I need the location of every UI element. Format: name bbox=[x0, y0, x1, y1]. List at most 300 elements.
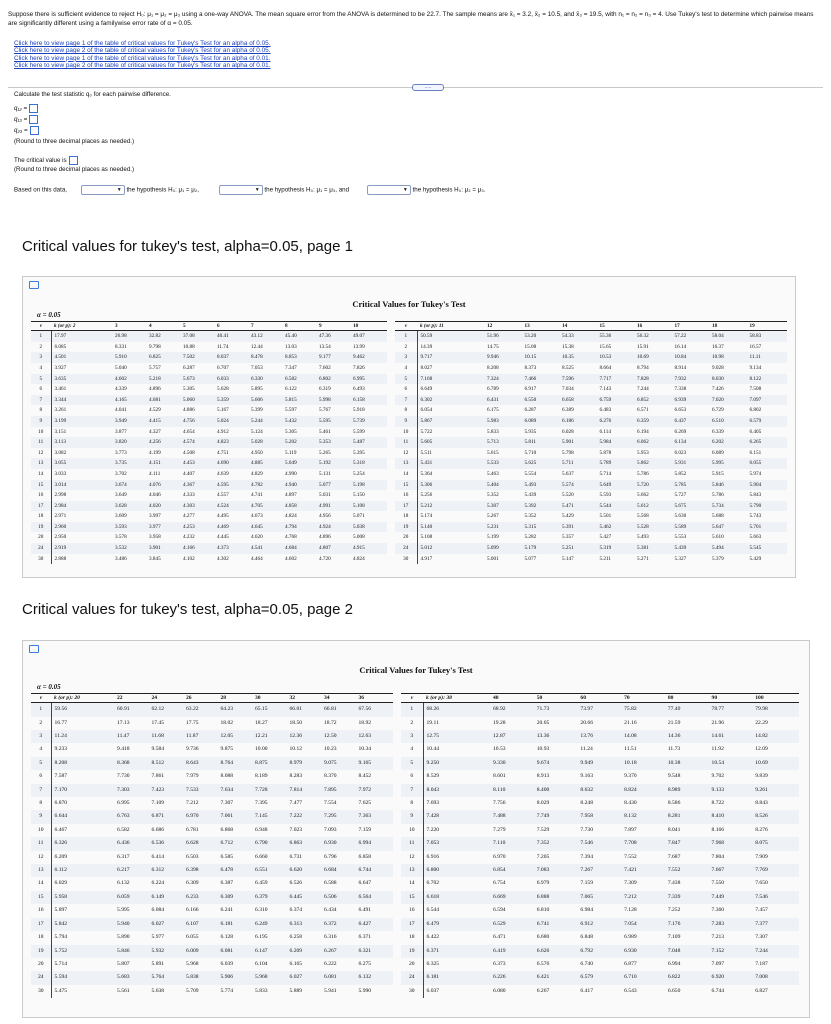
table-header-k: 60 bbox=[580, 694, 624, 703]
critical-value-cell: 4.508 bbox=[183, 449, 195, 456]
critical-value-cell: 6.970 bbox=[186, 810, 221, 823]
critical-value-cell: 7.477 bbox=[289, 800, 303, 807]
df-cell: 2 bbox=[401, 717, 423, 730]
critical-value-cell: 3.773 bbox=[115, 449, 127, 456]
expand-button[interactable]: ..... bbox=[412, 84, 444, 91]
critical-value-cell: 5.395 bbox=[353, 449, 365, 456]
critical-value-cell: 7.909 bbox=[755, 853, 768, 860]
critical-value-cell: 6.149 bbox=[152, 891, 187, 904]
critical-value-cell: 9.674 bbox=[537, 757, 581, 770]
critical-value-cell: 6.917 bbox=[524, 386, 537, 393]
critical-value-cell: 7.693 bbox=[426, 800, 440, 807]
critical-value-cell: 9.946 bbox=[487, 352, 525, 363]
critical-value-cell: 5.475 bbox=[54, 987, 68, 994]
critical-value-cell: 8.373 bbox=[524, 364, 537, 371]
critical-value-cell: 4.654 bbox=[183, 428, 195, 435]
critical-value-cell: 9.839 bbox=[755, 773, 768, 780]
critical-value-cell: 6.930 bbox=[624, 945, 668, 958]
critical-value-cell: 5.983 bbox=[487, 416, 525, 427]
critical-value-cell: 6.062 bbox=[637, 437, 675, 448]
round-note: (Round to three decimal places as needed.) bbox=[14, 138, 135, 145]
table1-right bbox=[395, 321, 787, 564]
critical-value-cell: 6.419 bbox=[493, 945, 537, 958]
critical-value-cell: 6.854 bbox=[493, 864, 537, 877]
df-cell: 1 bbox=[31, 331, 51, 342]
critical-value-cell: 6.089 bbox=[525, 416, 563, 427]
critical-value-cell: 7.109 bbox=[151, 800, 165, 807]
df-cell: 2 bbox=[31, 342, 51, 353]
df-cell: 15 bbox=[395, 480, 417, 491]
critical-value-cell: 5.846 bbox=[117, 945, 152, 958]
critical-value-cell: 15.38 bbox=[562, 343, 574, 350]
critical-value-cell: 6.669 bbox=[493, 891, 537, 904]
critical-value-cell: 5.429 bbox=[562, 513, 574, 520]
critical-value-cell: 6.195 bbox=[255, 934, 268, 941]
critical-value-cell: 4.333 bbox=[183, 492, 195, 499]
df-cell: 20 bbox=[31, 532, 51, 543]
critical-value-cell: 4.768 bbox=[285, 534, 297, 541]
critical-value-cell: 4.469 bbox=[217, 522, 251, 533]
critical-value-cell: 6.536 bbox=[152, 837, 187, 850]
table-row bbox=[31, 331, 387, 342]
critical-value-cell: 3.014 bbox=[51, 480, 115, 491]
critical-value-cell: 50.59 bbox=[417, 331, 487, 342]
critical-value-cell: 7.053 bbox=[251, 364, 263, 371]
critical-value-cell: 5.918 bbox=[353, 407, 365, 414]
critical-value-cell: 4.673 bbox=[251, 513, 263, 520]
critical-value-cell: 5.124 bbox=[251, 428, 263, 435]
critical-value-cell: 6.310 bbox=[255, 907, 268, 914]
critical-value-cell: 14.75 bbox=[487, 343, 499, 350]
critical-value-cell: 5.594 bbox=[51, 971, 117, 984]
critical-value-cell: 7.533 bbox=[186, 784, 221, 797]
critical-value-cell: 7.958 bbox=[580, 810, 624, 823]
table-header-k: 22 bbox=[117, 694, 152, 703]
df-cell: 18 bbox=[31, 931, 51, 944]
critical-value-cell: 4.823 bbox=[217, 437, 251, 448]
critical-value-cell: 8.452 bbox=[358, 773, 372, 780]
critical-value-cell: 6.802 bbox=[749, 407, 762, 414]
critical-value-cell: 7.625 bbox=[358, 800, 372, 807]
critical-value-cell: 4.595 bbox=[217, 480, 251, 491]
critical-value-cell: 4.367 bbox=[183, 480, 217, 491]
critical-value-cell: 7.968 bbox=[712, 837, 756, 850]
critical-value-cell: 6.009 bbox=[186, 945, 221, 958]
critical-value-cell: 7.717 bbox=[600, 374, 638, 385]
critical-value-cell: 5.638 bbox=[151, 987, 165, 994]
critical-value-cell: 4.453 bbox=[183, 458, 217, 469]
q23-input[interactable] bbox=[30, 126, 39, 135]
critical-value-cell: 3.877 bbox=[115, 428, 127, 435]
critical-value-cell: 5.843 bbox=[749, 492, 762, 499]
table-row bbox=[31, 971, 393, 984]
critical-value-cell: 8.043 bbox=[423, 784, 493, 797]
critical-value-cell: 5.842 bbox=[51, 918, 117, 931]
critical-value-cell: 64.23 bbox=[221, 703, 256, 717]
table-header-k: 40 bbox=[493, 694, 537, 703]
critical-value-cell: 5.192 bbox=[319, 458, 353, 469]
critical-value-cell: 10.88 bbox=[183, 343, 195, 350]
critical-value-cell: 7.222 bbox=[290, 810, 325, 823]
critical-value-cell: 7.650 bbox=[755, 880, 768, 887]
df-cell: 7 bbox=[395, 395, 417, 406]
critical-value-cell: 4.557 bbox=[217, 492, 229, 499]
df-cell: 10 bbox=[395, 427, 417, 438]
table-row bbox=[31, 730, 393, 743]
critical-value-cell: 6.417 bbox=[580, 987, 593, 994]
hypothesis2-dropdown[interactable] bbox=[219, 185, 263, 195]
critical-value-cell: 55.36 bbox=[600, 331, 638, 342]
hypothesis3-dropdown[interactable] bbox=[367, 185, 411, 195]
critical-value-cell: 5.198 bbox=[353, 480, 387, 491]
table-row bbox=[395, 405, 787, 416]
df-cell: 24 bbox=[401, 971, 423, 984]
critical-value-cell: 6.650 bbox=[667, 987, 681, 994]
critical-value-cell: 8.029 bbox=[536, 800, 550, 807]
critical-value-cell: 5.910 bbox=[115, 352, 149, 363]
critical-value-cell: 5.714 bbox=[54, 960, 68, 967]
df-cell: 19 bbox=[395, 522, 417, 533]
critical-value-cell: 5.251 bbox=[562, 543, 600, 554]
table-header-k: k (or p): 38 bbox=[423, 694, 493, 703]
df-cell: 9 bbox=[395, 416, 417, 427]
table-row bbox=[401, 945, 799, 958]
table-row bbox=[31, 891, 393, 904]
table-row bbox=[31, 437, 387, 448]
q13-input[interactable] bbox=[29, 115, 38, 124]
critical-value-cell: 5.352 bbox=[487, 492, 499, 499]
critical-value-cell: 5.958 bbox=[51, 891, 117, 904]
critical-value-cell: 6.588 bbox=[324, 880, 337, 887]
critical-value-cell: 12.87 bbox=[493, 730, 537, 743]
critical-value-cell: 5.838 bbox=[186, 971, 221, 984]
critical-value-cell: 6.796 bbox=[324, 853, 337, 860]
table-row bbox=[31, 743, 393, 756]
critical-value-cell: 6.729 bbox=[712, 407, 724, 414]
df-cell: 2 bbox=[31, 717, 51, 730]
critical-value-cell: 3.901 bbox=[149, 543, 183, 554]
link-page1-alpha001[interactable]: Click here to view page 1 of the table of critical values for Tukey's Test for an alpha of 0.01. bbox=[14, 54, 271, 62]
critical-value-cell: 5.846 bbox=[712, 480, 750, 491]
critical-value-cell: 12.63 bbox=[359, 730, 394, 743]
critical-value-cell: 3.151 bbox=[54, 428, 67, 435]
critical-value-cell: 6.582 bbox=[285, 374, 319, 385]
df-cell: 17 bbox=[31, 918, 51, 931]
critical-value-cell: 5.077 bbox=[524, 555, 537, 562]
critical-value-cell: 4.256 bbox=[149, 437, 183, 448]
q23-row bbox=[14, 126, 39, 135]
critical-value-cell: 10.93 bbox=[536, 746, 550, 753]
critical-value-cell: 7.587 bbox=[54, 773, 68, 780]
critical-value-cell: 7.546 bbox=[580, 837, 624, 850]
table-header-k: 19 bbox=[750, 322, 788, 331]
q12-input[interactable] bbox=[29, 104, 38, 113]
critical-value-cell: 6.226 bbox=[493, 971, 537, 984]
critical-value-cell: 9.736 bbox=[186, 746, 199, 753]
critical-value-cell: 8.664 bbox=[599, 364, 612, 371]
critical-value-cell: 4.824 bbox=[285, 513, 297, 520]
critical-value-cell: 5.077 bbox=[319, 480, 353, 491]
critical-value-cell: 4.917 bbox=[420, 555, 433, 562]
critical-value-cell: 5.807 bbox=[117, 960, 130, 967]
critical-value-cell: 4.741 bbox=[251, 492, 263, 499]
critical-value-cell: 19.28 bbox=[493, 719, 506, 726]
df-cell: 30 bbox=[31, 554, 51, 565]
critical-value-cell: 5.108 bbox=[420, 534, 433, 541]
critical-value-cell: 5.615 bbox=[487, 449, 499, 456]
critical-value-cell: 4.407 bbox=[183, 470, 195, 477]
df-cell: 24 bbox=[31, 971, 51, 984]
critical-value-cell: 9.133 bbox=[712, 784, 756, 797]
critical-value-cell: 4.684 bbox=[285, 543, 319, 554]
table-row bbox=[395, 490, 787, 501]
critical-value-cell: 5.099 bbox=[487, 543, 525, 554]
table-row bbox=[401, 958, 799, 971]
critical-value-cell: 9.702 bbox=[711, 773, 725, 780]
table-row bbox=[395, 501, 787, 512]
df-cell: 9 bbox=[31, 810, 51, 823]
critical-value-cell: 6.994 bbox=[667, 960, 681, 967]
critical-value-cell: 2.950 bbox=[54, 534, 67, 541]
critical-value-cell: 7.152 bbox=[712, 945, 756, 958]
critical-value-cell: 6.437 bbox=[675, 416, 713, 427]
critical-value-cell: 6.374 bbox=[289, 907, 303, 914]
critical-value-cell: 6.579 bbox=[580, 971, 624, 984]
critical-value-cell: 5.040 bbox=[115, 364, 127, 371]
critical-value-cell: 4.076 bbox=[149, 480, 183, 491]
critical-value-cell: 60.91 bbox=[117, 703, 152, 717]
critical-value-cell: 5.429 bbox=[749, 555, 762, 562]
critical-value-cell: 6.731 bbox=[289, 853, 303, 860]
critical-value-cell: 5.722 bbox=[420, 428, 433, 435]
critical-value-cell: 9.165 bbox=[359, 757, 394, 770]
critical-value-cell: 5.714 bbox=[599, 470, 612, 477]
critical-value-cell: 6.543 bbox=[624, 987, 637, 994]
critical-value-cell: 7.756 bbox=[493, 800, 506, 807]
critical-value-cell: 3.199 bbox=[51, 416, 115, 427]
critical-value-cell: 10.34 bbox=[358, 746, 372, 753]
critical-value-cell: 6.493 bbox=[353, 386, 365, 393]
link-page2-alpha005[interactable]: Click here to view page 2 of the table of critical values for Tukey's Test for an alpha of 0.05. bbox=[14, 47, 271, 55]
critical-value-cell: 5.953 bbox=[637, 449, 649, 456]
critical-value-cell: 6.871 bbox=[152, 810, 187, 823]
critical-value-cell: 6.029 bbox=[54, 880, 68, 887]
critical-value-cell: 6.712 bbox=[221, 837, 256, 850]
critical-value-cell: 5.683 bbox=[117, 971, 152, 984]
critical-value-cell: 5.593 bbox=[599, 492, 612, 499]
critical-value-cell: 4.602 bbox=[285, 555, 297, 562]
critical-value-cell: 5.379 bbox=[712, 555, 724, 562]
critical-value-cell: 6.948 bbox=[255, 826, 268, 833]
critical-value-cell: 79.98 bbox=[755, 703, 799, 717]
critical-value-cell: 5.574 bbox=[562, 480, 600, 491]
critical-value-cell: 5.494 bbox=[712, 543, 750, 554]
critical-value-cell: 6.582 bbox=[117, 826, 130, 833]
critical-value-cell: 5.501 bbox=[599, 513, 612, 520]
critical-value-cell: 4.111 bbox=[149, 470, 161, 477]
critical-value-cell: 6.175 bbox=[487, 407, 499, 414]
critical-value-cell: 6.792 bbox=[580, 945, 624, 958]
critical-value-cell: 4.896 bbox=[149, 386, 161, 393]
critical-value-cell: 6.459 bbox=[255, 880, 268, 887]
critical-value-cell: 5.071 bbox=[353, 513, 365, 520]
critical-value-cell: 6.158 bbox=[353, 395, 387, 406]
critical-value-cell: 5.833 bbox=[255, 987, 268, 994]
critical-value-cell: 4.681 bbox=[149, 395, 183, 406]
critical-value-cell: 8.586 bbox=[667, 800, 681, 807]
critical-value-cell: 6.339 bbox=[712, 428, 724, 435]
critical-value-cell: 9.949 bbox=[580, 757, 624, 770]
critical-value-cell: 5.833 bbox=[487, 428, 499, 435]
table-header-k: 8 bbox=[285, 322, 319, 331]
critical-value-cell: 8.478 bbox=[251, 352, 285, 363]
critical-value-cell: 6.132 bbox=[117, 880, 130, 887]
critical-value-cell: 5.319 bbox=[600, 543, 638, 554]
critical-value-cell: 5.625 bbox=[525, 458, 563, 469]
critical-value-cell: 6.023 bbox=[674, 449, 687, 456]
table-row bbox=[401, 971, 799, 984]
critical-value-cell: 21.16 bbox=[624, 719, 637, 726]
critical-value-cell: 3.593 bbox=[115, 522, 149, 533]
link-page1-alpha005[interactable]: Click here to view page 1 of the table of critical values for Tukey's Test for an alpha of 0.05. bbox=[14, 40, 271, 47]
table-row bbox=[395, 522, 787, 533]
critical-value-cell: 8.331 bbox=[115, 343, 127, 350]
critical-value-cell: 22.29 bbox=[755, 719, 768, 726]
table-row bbox=[31, 864, 393, 877]
critical-value-cell: 8.041 bbox=[667, 826, 681, 833]
table-row bbox=[395, 416, 787, 427]
critical-value-cell: 8.370 bbox=[324, 773, 337, 780]
table-header-k: 7 bbox=[251, 322, 285, 331]
table-row bbox=[395, 554, 787, 565]
critical-value-cell: 4.602 bbox=[115, 374, 149, 385]
critical-value-cell: 5.399 bbox=[251, 407, 263, 414]
critical-value-cell: 7.065 bbox=[580, 891, 624, 904]
df-cell: 13 bbox=[31, 864, 51, 877]
df-cell: 11 bbox=[31, 437, 51, 448]
critical-value-cell: 4.807 bbox=[319, 543, 353, 554]
critical-value-cell: 12.44 bbox=[251, 343, 263, 350]
table-row bbox=[31, 851, 393, 864]
critical-value-cell: 7.730 bbox=[117, 773, 130, 780]
critical-value-cell: 6.181 bbox=[221, 918, 256, 931]
critical-value-cell: 5.254 bbox=[353, 470, 365, 477]
critical-value-cell: 4.445 bbox=[217, 534, 229, 541]
critical-value-cell: 2.960 bbox=[51, 522, 115, 533]
critical-value-cell: 5.610 bbox=[712, 534, 724, 541]
critical-value-cell: 6.398 bbox=[186, 864, 221, 877]
critical-value-cell: 4.824 bbox=[353, 555, 365, 562]
critical-value-cell: 6.421 bbox=[537, 971, 581, 984]
critical-value-cell: 2.888 bbox=[54, 555, 67, 562]
critical-value-cell: 6.089 bbox=[712, 449, 724, 456]
critical-value-cell: 5.798 bbox=[562, 449, 574, 456]
critical-value-cell: 63.22 bbox=[186, 703, 221, 717]
critical-value-cell: 6.649 bbox=[420, 386, 433, 393]
df-cell: 14 bbox=[31, 469, 51, 480]
critical-value-cell: 5.439 bbox=[524, 492, 537, 499]
critical-value-cell: 6.702 bbox=[426, 880, 440, 887]
critical-value-cell: 4.794 bbox=[285, 522, 319, 533]
critical-value-cell: 5.487 bbox=[353, 437, 387, 448]
critical-value-cell: 6.084 bbox=[151, 907, 165, 914]
link-page2-alpha001[interactable]: Click here to view page 2 of the table of critical values for Tukey's Test for an alpha of 0.01. bbox=[14, 62, 271, 70]
critical-value-cell: 8.110 bbox=[493, 784, 537, 797]
critical-value-cell: 5.995 bbox=[712, 458, 750, 469]
critical-value-cell: 3.461 bbox=[54, 386, 67, 393]
critical-value-cell: 5.785 bbox=[675, 480, 713, 491]
critical-value-cell: 5.637 bbox=[562, 470, 574, 477]
critical-value-input[interactable] bbox=[69, 156, 78, 165]
critical-value-cell: 7.395 bbox=[255, 800, 268, 807]
df-cell: 14 bbox=[401, 877, 423, 890]
critical-value-cell: 5.889 bbox=[289, 987, 303, 994]
table-row bbox=[31, 501, 387, 512]
critical-value-cell: 5.359 bbox=[217, 395, 251, 406]
critical-value-cell: 3.261 bbox=[54, 407, 67, 414]
critical-value-cell: 16.37 bbox=[712, 343, 724, 350]
critical-value-cell: 7.769 bbox=[755, 864, 799, 877]
critical-value-cell: 6.870 bbox=[54, 800, 68, 807]
critical-value-cell: 6.258 bbox=[289, 934, 303, 941]
critical-value-cell: 5.306 bbox=[417, 480, 487, 491]
table-row bbox=[401, 931, 799, 944]
critical-value-cell: 5.710 bbox=[524, 449, 537, 456]
df-cell: 7 bbox=[31, 395, 51, 406]
critical-value-cell: 6.483 bbox=[599, 407, 612, 414]
table-row bbox=[31, 877, 393, 890]
df-cell: 15 bbox=[31, 480, 51, 491]
critical-value-cell: 7.176 bbox=[668, 918, 712, 931]
table-header-k: 32 bbox=[290, 694, 325, 703]
critical-value-cell: 5.743 bbox=[749, 513, 762, 520]
hypothesis1-dropdown[interactable] bbox=[81, 185, 125, 195]
table-row bbox=[31, 958, 393, 971]
critical-value-cell: 6.618 bbox=[423, 891, 493, 904]
table-row bbox=[31, 342, 387, 353]
critical-value-cell: 4.303 bbox=[183, 501, 217, 512]
critical-value-cell: 6.479 bbox=[423, 918, 493, 931]
critical-value-cell: 11.24 bbox=[580, 746, 593, 753]
df-cell: 8 bbox=[395, 405, 417, 416]
critical-value-cell: 6.269 bbox=[674, 428, 687, 435]
critical-value-cell: 5.381 bbox=[637, 543, 675, 554]
critical-value-cell: 7.667 bbox=[712, 864, 756, 877]
df-cell: 17 bbox=[395, 501, 417, 512]
image-icon bbox=[29, 645, 39, 653]
table-row bbox=[395, 342, 787, 353]
critical-value-cell: 4.896 bbox=[319, 534, 331, 541]
critical-value-cell: 7.303 bbox=[117, 784, 152, 797]
critical-value-cell: 4.415 bbox=[149, 416, 183, 427]
df-cell: 3 bbox=[401, 730, 423, 743]
critical-value-cell: 51.96 bbox=[487, 331, 525, 342]
critical-value-cell: 6.877 bbox=[624, 960, 637, 967]
critical-value-cell: 3.927 bbox=[54, 364, 67, 371]
critical-value-cell: 6.134 bbox=[675, 437, 713, 448]
critical-value-cell: 7.466 bbox=[525, 374, 563, 385]
critical-value-cell: 5.647 bbox=[712, 522, 750, 533]
table-row bbox=[401, 864, 799, 877]
table-row bbox=[395, 469, 787, 480]
table-row bbox=[401, 703, 799, 717]
critical-value-cell: 6.080 bbox=[493, 987, 506, 994]
critical-value-cell: 8.632 bbox=[580, 784, 624, 797]
critical-value-cell: 5.427 bbox=[599, 534, 612, 541]
table-row bbox=[31, 703, 393, 717]
critical-value-cell: 6.249 bbox=[255, 918, 290, 931]
critical-value-cell: 20.05 bbox=[536, 719, 550, 726]
